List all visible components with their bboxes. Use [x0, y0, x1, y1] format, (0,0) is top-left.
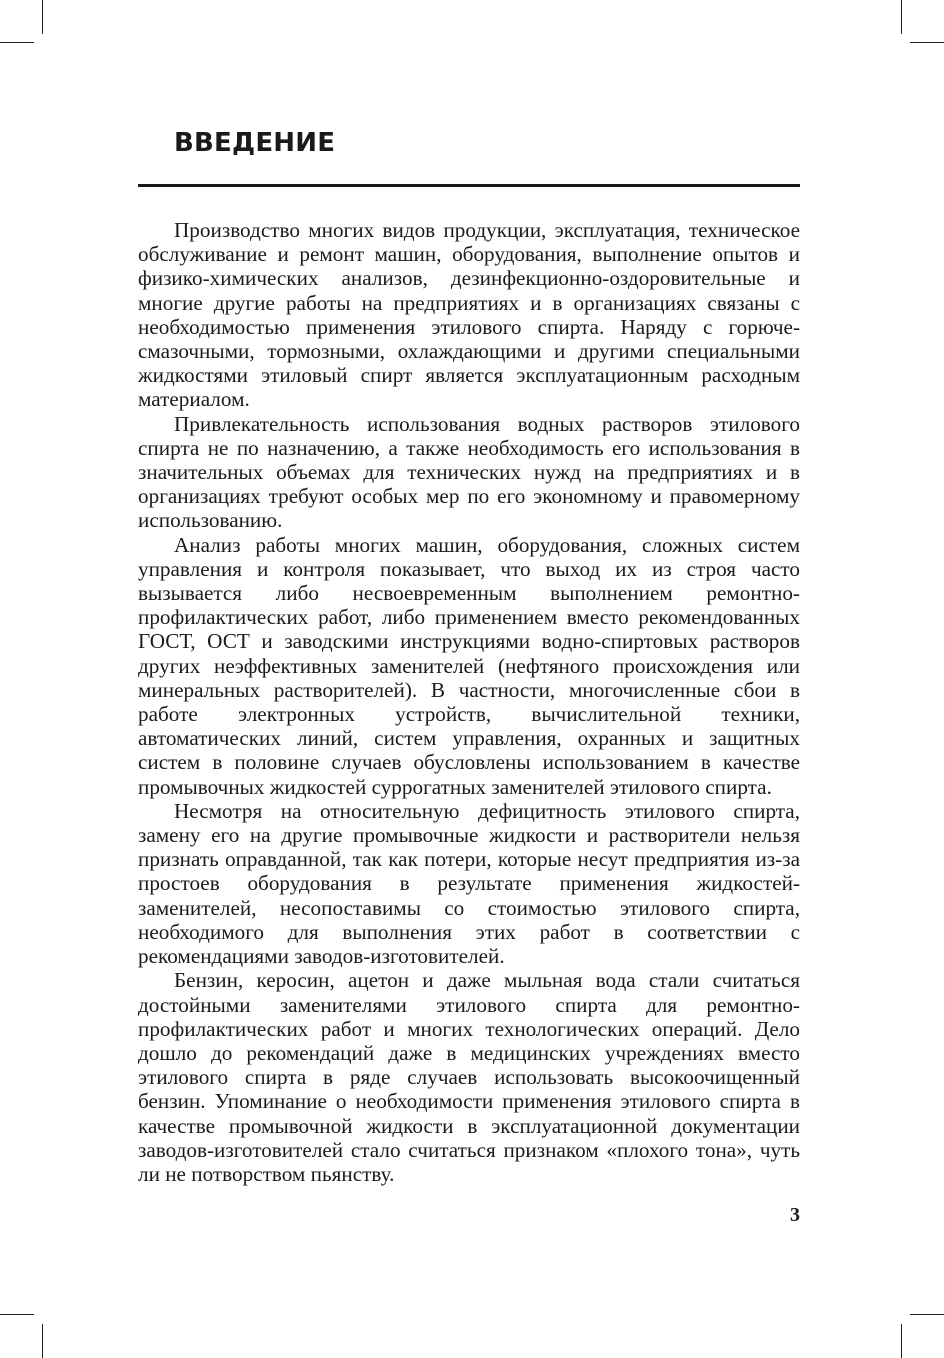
crop-mark-bottom-left-horizontal — [0, 1314, 34, 1315]
crop-mark-top-left-vertical — [42, 0, 43, 34]
heading-rule — [138, 184, 800, 187]
paragraph-4: Несмотря на относительную дефицитность этилового спирта, замену его на другие промывочные жидкости и растворители нельзя признать оправданной, так как потери, которые несут предприятия из-за простоев оборудования в результате применения жидкостей-заменителей, несопоставимы со стоимостью этилового спирта, необходимого для выполнения этих работ в соответствии с рекомендациями заводов-изготовителей. — [138, 798, 800, 969]
body-text — [138, 218, 800, 1186]
page-number: 3 — [790, 1204, 800, 1226]
crop-mark-bottom-right-horizontal — [910, 1314, 944, 1315]
paragraph-3: Анализ работы многих машин, оборудования, сложных систем управления и контроля показывает, что выход их из строя часто вызывается либо несвоевременным выполнением ремонтно-профилактических работ, либо применением вместо рекомендованных ГОСТ, ОСТ и заводскими инструкциями водно-спиртовых растворов других неэффективных заменителей (нефтяного происхождения или минеральных растворителей). В частности, многочисленные сбои в работе электронных устройств, вычислительной техники, автоматических линий, систем управления, охранных и защитных систем в половине случаев обусловлены использованием в качестве промывочных жидкостей суррогатных заменителей этилового спирта. — [138, 532, 800, 799]
paragraph-5: Бензин, керосин, ацетон и даже мыльная вода стали считаться достойными заменителями этилового спирта для ремонтно-профилактических работ и многих технологических операций. Дело дошло до рекомендаций даже в медицинских учреждениях вместо этилового спирта в ряде случаев использовать высокоочищенный бензин. Упоминание о необходимости применения этилового спирта в качестве промывочной жидкости в эксплуатационной документации заводов-изготовителей стало считаться признаком «плохого тона», чуть ли не потворством пьянству. — [138, 968, 800, 1186]
paragraph-1: Производство многих видов продукции, эксплуатация, техническое обслуживание и ремонт машин, оборудования, выполнение опытов и физико-химических анализов, дезинфекционно-оздоровительные и многие другие работы на предприятиях и в организациях связаны с необходимостью применения этилового спирта. Наряду с горюче-смазочными, тормозными, охлаждающими и другими специальными жидкостями этиловый спирт является эксплуатационным расходным материалом. — [138, 218, 800, 412]
paragraph-2: Привлекательность использования водных растворов этилового спирта не по назначению, а также необходимость его использования в значительных объемах для технических нужд на предприятиях и в организациях требуют особых мер по его экономному и правомерному использованию. — [138, 411, 800, 533]
chapter-heading: ВВЕДЕНИЕ — [174, 128, 336, 158]
crop-mark-bottom-right-vertical — [901, 1324, 902, 1358]
crop-mark-top-left-horizontal — [0, 42, 34, 43]
crop-mark-bottom-left-vertical — [42, 1324, 43, 1358]
crop-mark-top-right-horizontal — [910, 42, 944, 43]
crop-mark-top-right-vertical — [901, 0, 902, 34]
